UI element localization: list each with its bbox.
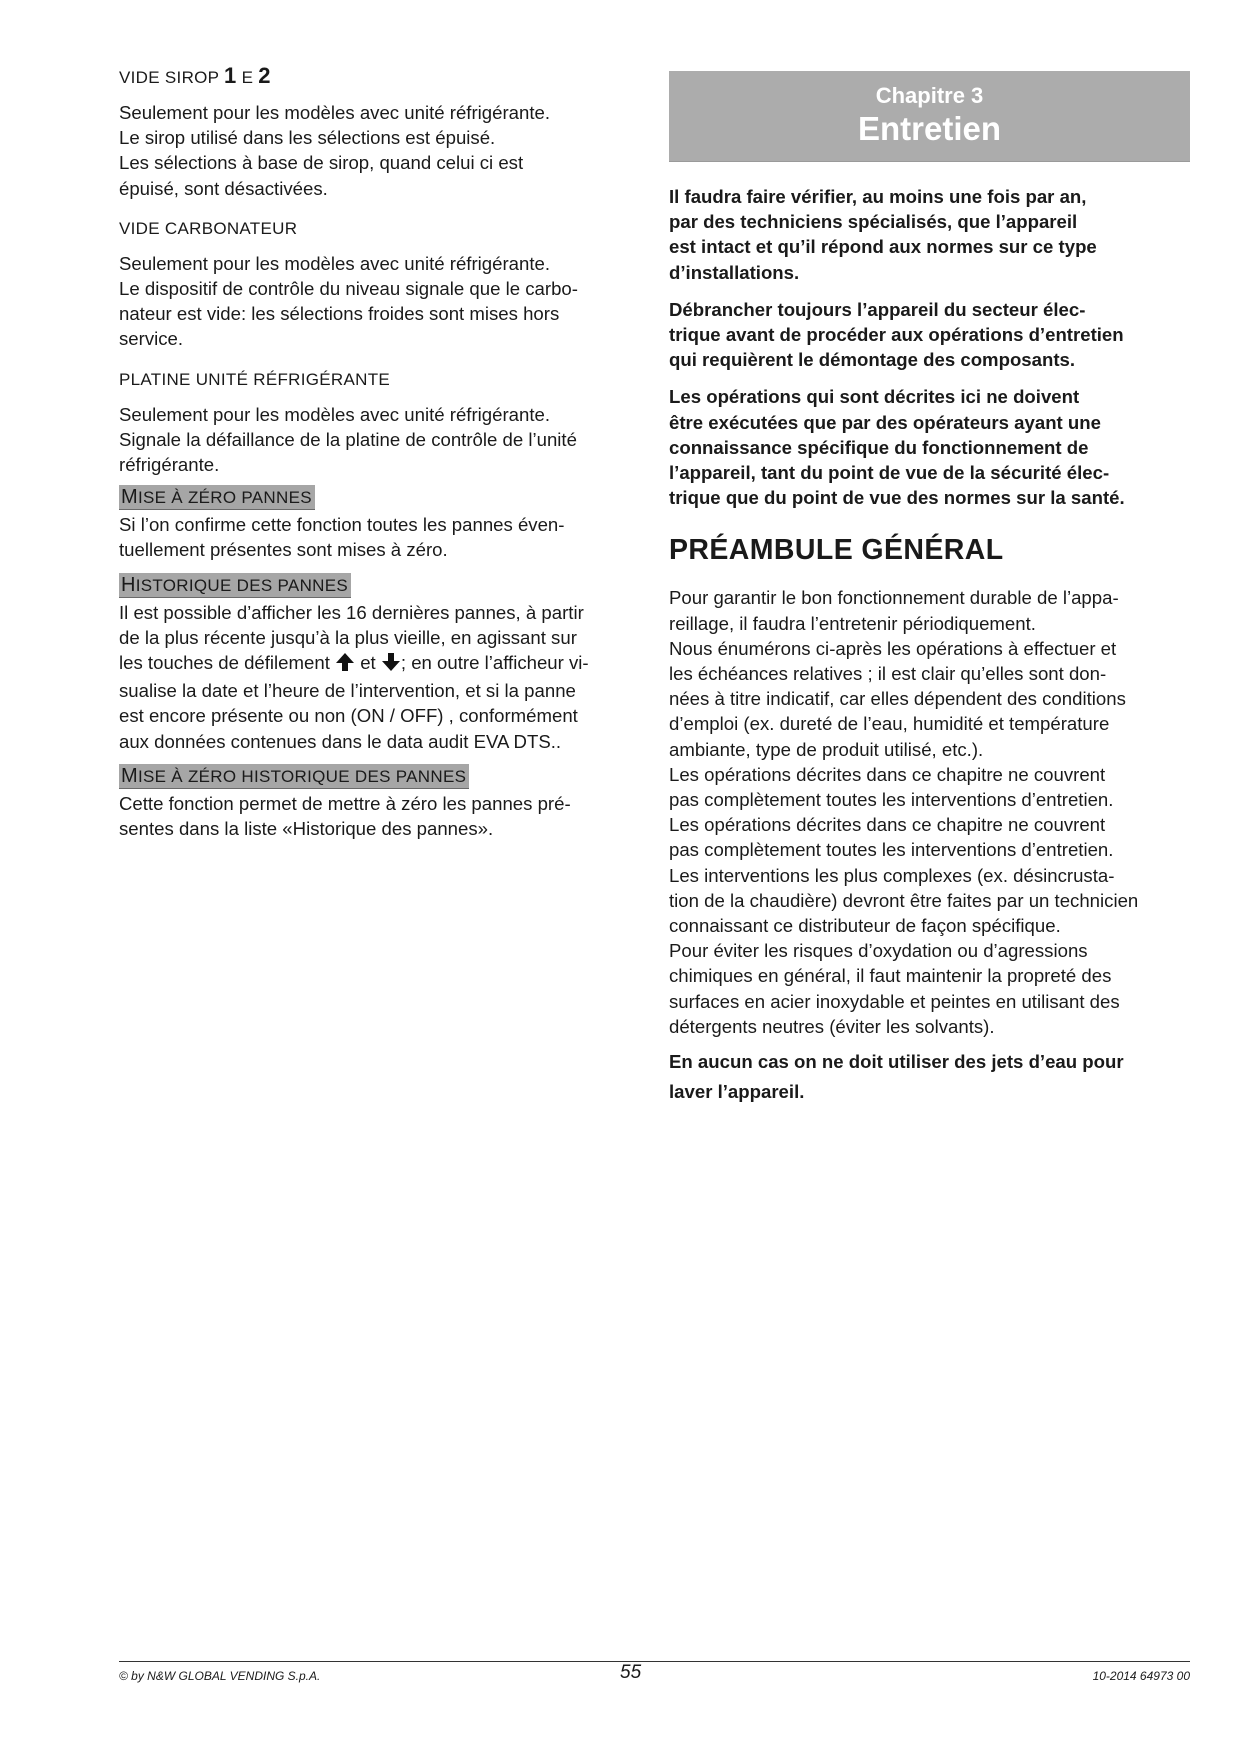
preambule-paragraph: Pour garantir le bon fonctionnement durable de l’appa- reillage, il faudra l’entretenir périodiquement. Nous énumérons ci-après les opérations à effectuer et les échéances relatives ; il est clair qu’elles sont don- nées à titre indicatif, car elles dépendent des conditions d’emploi (ex. dureté de l’eau, humidité et température ambiante, type de produit utilisé, etc.). Les opérations décrites dans ce chapitre ne couvrent pas complètement toutes les interventions d’entretien. Les opérations décrites dans ce chapitre ne couvrent pas complètement toutes les interventions d’entretien. Les interventions les plus complexes (ex. désincrusta- tion de la chaudière) devront être faites par un technicien connaissant ce distributeur de façon spécifique. Pour éviter les risques d’oxydation ou d’agressions chimiques en général, il faut maintenir la propreté des surfaces en acier inoxydable et peintes en utilisant des détergents neutres (éviter les solvants). [669, 587, 1139, 1037]
section-title-mise-a-zero: MISE À ZÉRO PANNES [119, 485, 315, 510]
chapter-header [669, 71, 1190, 162]
right-column [669, 71, 1190, 1107]
paragraph-vide-carbonateur: Seulement pour les modèles avec unité réfrigérante. Le dispositif de contrôle du niveau signale que le carbo- nateur est vide: les sélections froides sont mises hors service. [119, 252, 578, 350]
left-column [119, 63, 639, 841]
arrow-up-icon [335, 652, 355, 678]
section-title-vide-sirop: VIDE SIROP 1 E 2 [119, 63, 271, 88]
paragraph-historique: Il est possible d’afficher les 16 dernières pannes, à partir de la plus récente jusqu’à la plus vieille, en agissant sur les touches de défilement et ; en outre l’afficheur vi- sualise la date et l’heure de l’intervention, et si la panne est encore présente ou non (ON / OFF) , conformément aux données contenues dans le data audit EVA DTS.. [119, 601, 589, 752]
paragraph-vide-sirop: Seulement pour les modèles avec unité réfrigérante. Le sirop utilisé dans les sélections est épuisé. Les sélections à base de sirop, quand celui ci est épuisé, sont désactivées. [119, 102, 550, 199]
footer-divider [119, 1661, 1190, 1662]
section-title-vide-carbonateur: VIDE CARBONATEUR [119, 218, 298, 238]
section-title-mise-a-zero-historique: MISE À ZÉRO HISTORIQUE DES PANNES [119, 764, 469, 789]
footer-copyright: © by N&W GLOBAL VENDING S.p.A. [119, 1669, 321, 1683]
arrow-down-icon [381, 652, 401, 678]
chapter-title: Entretien [857, 110, 1002, 147]
page-number: 55 [620, 1662, 642, 1683]
chapter-label: Chapitre 3 [875, 83, 984, 108]
section-title-historique: HISTORIQUE DES PANNES [119, 573, 351, 598]
section-title-platine: PLATINE UNITÉ RÉFRIGÉRANTE [119, 369, 391, 389]
paragraph-platine: Seulement pour les modèles avec unité réfrigérante. Signale la défaillance de la platine de contrôle de l’unité réfrigérante. [119, 403, 577, 476]
warning-paragraph-1: Il faudra faire vérifier, au moins une fois par an, par des techniciens spécialisés, que l’appareil est intact et qu’il répond aux normes sur ce type d’installations. [669, 186, 1097, 283]
footer-doc-code: 10-2014 64973 00 [1092, 1669, 1190, 1683]
final-warning: En aucun cas on ne doit utiliser des jets d’eau pour laver l’appareil. [669, 1051, 1124, 1103]
paragraph-mise-a-zero: Si l’on confirme cette fonction toutes les pannes éven- tuellement présentes sont mises à zéro. [119, 514, 565, 561]
preambule-heading: PRÉAMBULE GÉNÉRAL [669, 534, 1004, 567]
warning-paragraph-2: Débrancher toujours l’appareil du secteur élec- trique avant de procéder aux opérations d’entretien qui requièrent le démontage des composants. [669, 298, 1124, 371]
warning-paragraph-3: Les opérations qui sont décrites ici ne doivent être exécutées que par des opérateurs ayant une connaissance spécifique du fonctionnement de l’appareil, tant du point de vue de la sécurité élec- trique que du point de vue des normes sur la santé. [669, 386, 1125, 509]
paragraph-mise-a-zero-historique: Cette fonction permet de mettre à zéro les pannes pré- sentes dans la liste «Historique des pannes». [119, 792, 571, 840]
